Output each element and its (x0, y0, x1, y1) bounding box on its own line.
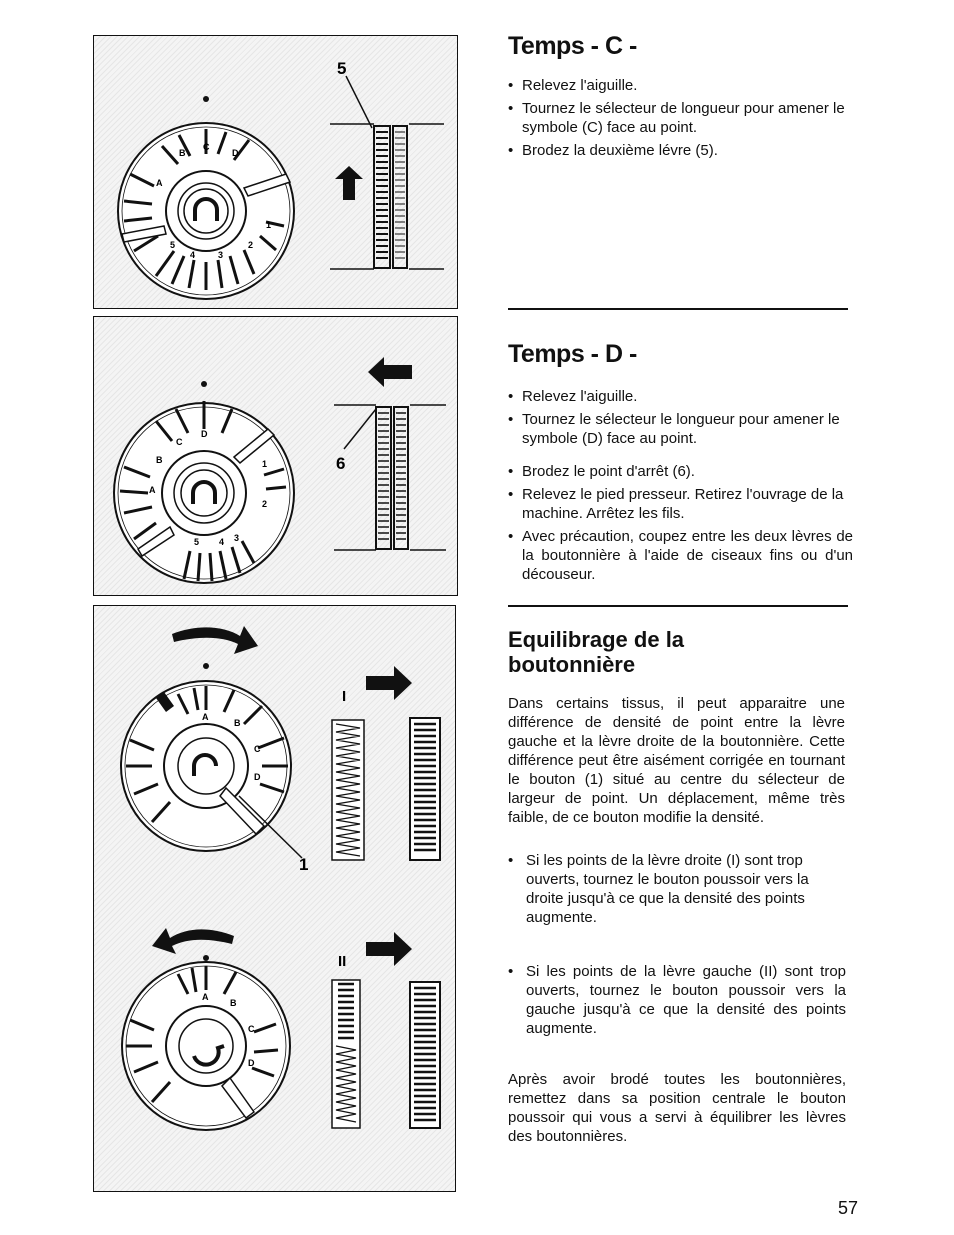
dial-mark-b: B (156, 455, 163, 465)
heading-equilibrage (508, 627, 684, 677)
stitch-selector-dial-bottom (122, 962, 290, 1130)
stitch-selector-dial (114, 401, 294, 583)
figure-temps-c (94, 36, 459, 310)
list-equilibrage-1 (508, 851, 846, 931)
figure-panel-temps-d (93, 316, 458, 596)
svg-text:A: A (202, 712, 209, 722)
dial-mark-d: D (201, 429, 208, 439)
list-item: • Si les points de la lèvre gauche (II) sont trop ouverts, tournez le bouton poussoir vers la gauche jusqu'à ce que la densité des points augmente. (508, 962, 846, 1038)
list-temps-d (508, 387, 853, 588)
heading-temps-d: Temps - D - (508, 340, 637, 368)
list-item: • Brodez la deuxième lévre (5). (508, 141, 858, 160)
paragraph-closing: Après avoir brodé toutes les boutonnières, remettez dans sa position centrale le bouton poussoir qui vous a servi à équilibrer les lèvres des boutonnières. (508, 1071, 846, 1145)
callout-6: 6 (336, 454, 346, 473)
dial-mark-c: C (176, 437, 183, 447)
figure-panel-temps-c (93, 35, 458, 309)
dial-mark-2: 2 (248, 240, 254, 250)
dial-mark-5: 5 (170, 240, 176, 250)
list-item: • Avec précaution, coupez entre les deux lèvres de la boutonnière à l'aide de ciseaux fins ou d'un découseur. (508, 527, 853, 584)
svg-text:C: C (248, 1024, 255, 1034)
list-item: • Brodez le point d'arrêt (6). (508, 462, 853, 481)
svg-text:C: C (254, 744, 261, 754)
list-item: • Tournez le sélecteur de longueur pour amener le symbole (C) face au point. (508, 99, 858, 137)
list-item: • Si les points de la lèvre droite (I) sont trop ouverts, tournez le bouton poussoir vers la droite jusqu'à ce que la densité des points augmente. (508, 851, 846, 927)
dial-mark-4: 4 (190, 250, 196, 260)
list-equilibrage-2 (508, 962, 846, 1042)
label-ii: II (338, 953, 347, 970)
heading-temps-c: Temps - C - (508, 32, 637, 60)
list-item: • Relevez le pied presseur. Retirez l'ouvrage de la machine. Arrêtez les fils. (508, 485, 853, 523)
figure-equilibrage (94, 606, 457, 1193)
callout-1: 1 (299, 855, 309, 874)
list-item: • Relevez l'aiguille. (508, 387, 853, 406)
page-number: 57 (838, 1198, 859, 1218)
heading-line-2: boutonnière (508, 652, 636, 677)
callout-line (346, 76, 372, 128)
rotate-right-arrow-icon (172, 626, 258, 654)
figure-panel-equilibrage (93, 605, 456, 1192)
stitch-selector-dial (118, 123, 294, 299)
arrow-right-icon (366, 666, 412, 700)
svg-text:D: D (248, 1058, 255, 1068)
dial-mark-5: 5 (194, 537, 200, 547)
buttonhole-dense-left (332, 720, 364, 860)
dial-mark-4: 4 (219, 537, 225, 547)
callout-line (344, 409, 376, 449)
dot-marker (203, 96, 209, 102)
arrow-right-icon (366, 932, 412, 966)
buttonhole-open-left (332, 980, 360, 1128)
dial-mark-b: B (179, 148, 186, 158)
dot-marker (203, 663, 209, 669)
list-item: • Tournez le sélecteur le longueur pour amener le symbole (D) face au point. (508, 410, 853, 448)
stitch-selector-dial-top (121, 681, 291, 851)
buttonhole-dense-right (410, 982, 440, 1128)
dot-marker (203, 955, 209, 961)
svg-text:A: A (202, 992, 209, 1002)
list-item: • Relevez l'aiguille. (508, 76, 858, 95)
dot-marker (201, 381, 207, 387)
dial-mark-3: 3 (218, 250, 224, 260)
buttonhole-open-right (410, 718, 440, 860)
svg-text:B: B (230, 998, 237, 1008)
dial-mark-1: 1 (266, 220, 272, 230)
arrow-up-icon (335, 166, 363, 200)
dial-mark-2: 2 (262, 499, 268, 509)
dial-mark-3: 3 (234, 533, 240, 543)
buttonhole-illustration (334, 405, 446, 550)
heading-line-1: Equilibrage de la (508, 627, 685, 652)
dial-mark-a: A (149, 485, 156, 495)
dial-mark-d: D (232, 148, 239, 158)
paragraph-intro: Dans certains tissus, il peut apparaitre une différence de densité de point entre la lèvre gauche et la lèvre droite de la boutonnière. Cette différence peut être aisément corrigée en tournant le bouton (1) situé au centre du sélecteur de largeur de point. Un déplacement, même très faible, de ce bouton modifie la densité. (508, 695, 845, 826)
dial-mark-c: C (203, 142, 210, 152)
label-i: I (342, 688, 347, 705)
figure-temps-d (94, 317, 459, 597)
arrow-left-icon (368, 357, 412, 387)
dial-mark-a: A (156, 178, 163, 188)
divider (508, 308, 848, 310)
list-temps-c (508, 76, 858, 164)
callout-5: 5 (337, 59, 347, 78)
svg-text:B: B (234, 718, 241, 728)
divider (508, 605, 848, 607)
rotate-left-arrow-icon (152, 928, 234, 954)
dial-mark-1: 1 (262, 459, 268, 469)
svg-text:D: D (254, 772, 261, 782)
